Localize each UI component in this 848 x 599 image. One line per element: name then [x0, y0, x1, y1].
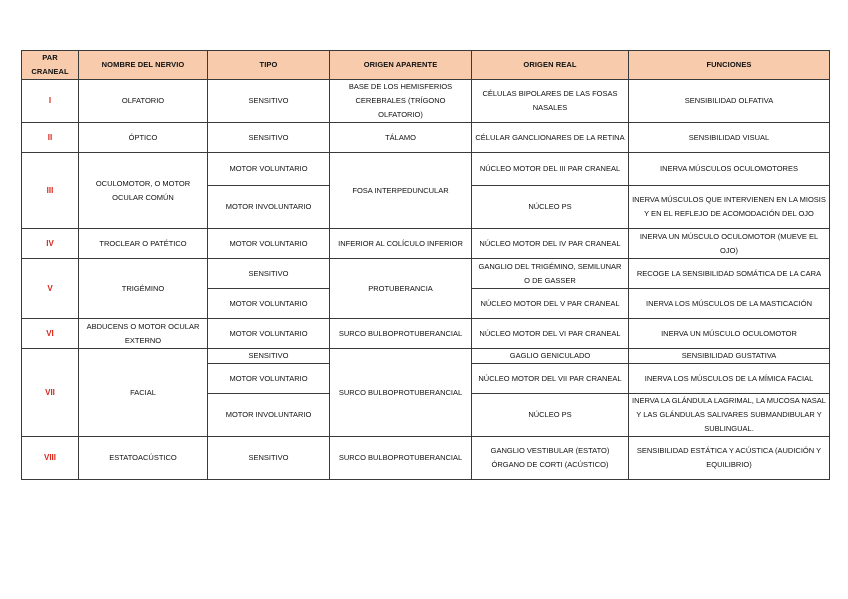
nerve-name: FACIAL: [79, 349, 208, 437]
function: INERVA MÚSCULOS OCULOMOTORES: [629, 153, 830, 186]
nerve-type: SENSITIVO: [208, 437, 330, 480]
table-row: [22, 80, 830, 123]
table-header-row: [22, 51, 830, 80]
real-origin: CÉLULAR GANCLIONARES DE LA RETINA: [472, 123, 629, 153]
nerve-type: MOTOR INVOLUNTARIO: [208, 186, 330, 229]
apparent-origin: INFERIOR AL COLÍCULO INFERIOR: [330, 229, 472, 259]
table-row: [22, 229, 830, 259]
par-number: V: [22, 259, 79, 319]
function: RECOGE LA SENSIBILIDAD SOMÁTICA DE LA CARA: [629, 259, 830, 289]
nerve-type: SENSITIVO: [208, 259, 330, 289]
nerve-name: OLFATORIO: [79, 80, 208, 123]
apparent-origin: TÁLAMO: [330, 123, 472, 153]
apparent-origin: SURCO BULBOPROTUBERANCIAL: [330, 349, 472, 437]
table-row: [22, 153, 830, 186]
function: INERVA LA GLÁNDULA LAGRIMAL, LA MUCOSA NASAL Y LAS GLÁNDULAS SALIVARES SUBMANDIBULAR Y SUBLINGUAL.: [629, 394, 830, 437]
apparent-origin: SURCO BULBOPROTUBERANCIAL: [330, 319, 472, 349]
nerve-name: OCULOMOTOR, O MOTOR OCULAR COMÚN: [79, 153, 208, 229]
function: INERVA LOS MÚSCULOS DE LA MASTICACIÓN: [629, 289, 830, 319]
real-origin: NÚCLEO PS: [472, 186, 629, 229]
par-number: I: [22, 80, 79, 123]
nerve-type: MOTOR VOLUNTARIO: [208, 153, 330, 186]
par-number: VI: [22, 319, 79, 349]
header-funciones: FUNCIONES: [629, 51, 830, 80]
nerve-type: MOTOR VOLUNTARIO: [208, 364, 330, 394]
cranial-nerves-table: [21, 50, 830, 480]
nerve-type: SENSITIVO: [208, 123, 330, 153]
par-number: VII: [22, 349, 79, 437]
nerve-name: ABDUCENS O MOTOR OCULAR EXTERNO: [79, 319, 208, 349]
real-origin: GANGLIO DEL TRIGÉMINO, SEMILUNAR O DE GASSER: [472, 259, 629, 289]
nerve-type: SENSITIVO: [208, 80, 330, 123]
apparent-origin: PROTUBERANCIA: [330, 259, 472, 319]
function: SENSIBILIDAD ESTÁTICA Y ACÚSTICA (AUDICIÓN Y EQUILIBRIO): [629, 437, 830, 480]
header-tipo: TIPO: [208, 51, 330, 80]
real-origin: NÚCLEO MOTOR DEL VI PAR CRANEAL: [472, 319, 629, 349]
par-number: IV: [22, 229, 79, 259]
real-origin: NÚCLEO MOTOR DEL VII PAR CRANEAL: [472, 364, 629, 394]
nerve-type: MOTOR VOLUNTARIO: [208, 289, 330, 319]
real-origin: NÚCLEO MOTOR DEL V PAR CRANEAL: [472, 289, 629, 319]
function: SENSIBILIDAD GUSTATIVA: [629, 349, 830, 364]
par-number: II: [22, 123, 79, 153]
function: INERVA UN MÚSCULO OCULOMOTOR (MUEVE EL OJO): [629, 229, 830, 259]
header-par-craneal: PAR CRANEAL: [22, 51, 79, 80]
table-row: [22, 437, 830, 480]
nerve-type: MOTOR VOLUNTARIO: [208, 229, 330, 259]
table-row: [22, 259, 830, 289]
real-origin: NÚCLEO PS: [472, 394, 629, 437]
real-origin: GAGLIO GENICULADO: [472, 349, 629, 364]
nerve-name: ESTATOACÚSTICO: [79, 437, 208, 480]
nerve-name: TRIGÉMINO: [79, 259, 208, 319]
real-origin: GANGLIO VESTIBULAR (ESTATO) ÓRGANO DE CORTI (ACÚSTICO): [472, 437, 629, 480]
header-origen-real: ORIGEN REAL: [472, 51, 629, 80]
par-number: III: [22, 153, 79, 229]
nerve-name: ÓPTICO: [79, 123, 208, 153]
real-origin: NÚCLEO MOTOR DEL IV PAR CRANEAL: [472, 229, 629, 259]
real-origin: NÚCLEO MOTOR DEL III PAR CRANEAL: [472, 153, 629, 186]
real-origin: CÉLULAS BIPOLARES DE LAS FOSAS NASALES: [472, 80, 629, 123]
function: INERVA UN MÚSCULO OCULOMOTOR: [629, 319, 830, 349]
nerve-name: TROCLEAR O PATÉTICO: [79, 229, 208, 259]
nerve-type: MOTOR INVOLUNTARIO: [208, 394, 330, 437]
header-origen-aparente: ORIGEN APARENTE: [330, 51, 472, 80]
function: SENSIBILIDAD OLFATIVA: [629, 80, 830, 123]
apparent-origin: BASE DE LOS HEMISFERIOS CEREBRALES (TRÍGONO OLFATORIO): [330, 80, 472, 123]
table-row: [22, 349, 830, 364]
header-nombre: NOMBRE DEL NERVIO: [79, 51, 208, 80]
function: INERVA LOS MÚSCULOS DE LA MÍMICA FACIAL: [629, 364, 830, 394]
table-row: [22, 123, 830, 153]
apparent-origin: SURCO BULBOPROTUBERANCIAL: [330, 437, 472, 480]
function: INERVA MÚSCULOS QUE INTERVIENEN EN LA MIOSIS Y EN EL REFLEJO DE ACOMODACIÓN DEL OJO: [629, 186, 830, 229]
table-row: [22, 319, 830, 349]
function: SENSIBILIDAD VISUAL: [629, 123, 830, 153]
par-number: VIII: [22, 437, 79, 480]
apparent-origin: FOSA INTERPEDUNCULAR: [330, 153, 472, 229]
nerve-type: SENSITIVO: [208, 349, 330, 364]
nerve-type: MOTOR VOLUNTARIO: [208, 319, 330, 349]
